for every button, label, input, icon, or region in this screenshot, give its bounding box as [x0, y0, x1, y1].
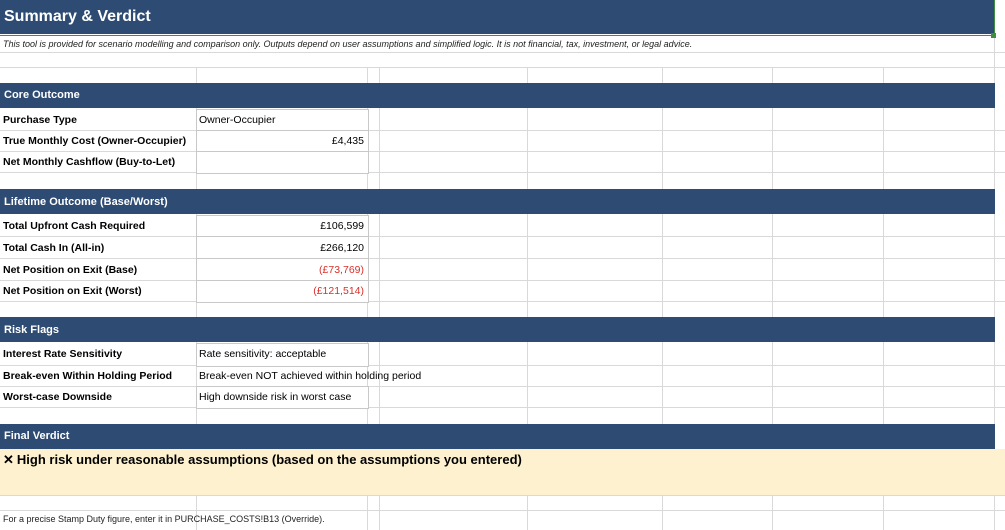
cell-cashflow[interactable] [196, 151, 369, 174]
verdict-line [3, 452, 522, 468]
label-downside: Worst-case Downside [3, 391, 112, 403]
grid-line [0, 510, 1005, 511]
value-upfront: £106,599 [320, 220, 364, 232]
disclaimer-text: This tool is provided for scenario modelling and comparison only. Outputs depend on user assumptions and simplified logic. It is not financial, tax, investment, or legal advice. [3, 39, 693, 49]
grid-line [0, 130, 1005, 131]
grid-line [0, 365, 1005, 366]
label-breakeven: Break-even Within Holding Period [3, 370, 173, 382]
label-rate: Interest Rate Sensitivity [3, 348, 123, 360]
value-exit-worst: (£121,514) [313, 285, 364, 297]
grid-line [0, 67, 1005, 68]
grid-line [0, 52, 1005, 53]
label-cash-in: Total Cash In (All-in) [3, 242, 105, 254]
value-purchase-type: Owner-Occupier [199, 114, 276, 126]
value-true-cost: £4,435 [331, 135, 364, 147]
label-true-cost: True Monthly Cost (Owner-Occupier) [3, 135, 187, 147]
section-title-risk: Risk Flags [4, 324, 60, 336]
footer-note: For a precise Stamp Duty figure, enter it in PURCHASE_COSTS!B13 (Override). [3, 514, 325, 524]
section-title-core: Core Outcome [4, 89, 80, 101]
section-header-risk[interactable] [0, 317, 995, 342]
label-purchase-type: Purchase Type [3, 114, 77, 126]
grid-line [0, 386, 1005, 387]
section-title-lifetime: Lifetime Outcome (Base/Worst) [4, 196, 168, 208]
cell-selection-border [0, 0, 995, 36]
value-downside: High downside risk in worst case [199, 391, 352, 403]
value-rate: Rate sensitivity: acceptable [199, 348, 327, 360]
page-title: Summary & Verdict [4, 8, 151, 25]
grid-line [0, 280, 1005, 281]
section-header-verdict[interactable] [0, 424, 995, 449]
grid-line [0, 301, 1005, 302]
grid-line [0, 258, 1005, 259]
grid-line [0, 407, 1005, 408]
section-header-core[interactable] [0, 83, 995, 108]
grid-line [0, 172, 1005, 173]
grid-line [0, 495, 1005, 496]
verdict-text: High risk under reasonable assumptions (based on the assumptions you entered) [16, 452, 522, 467]
label-upfront: Total Upfront Cash Required [3, 220, 146, 232]
section-title-verdict: Final Verdict [4, 430, 70, 442]
value-breakeven: Break-even NOT achieved within holding period [199, 370, 422, 382]
cross-icon: ✕ [3, 452, 14, 467]
value-exit-base: (£73,769) [319, 264, 364, 276]
label-exit-base: Net Position on Exit (Base) [3, 264, 138, 276]
label-cashflow: Net Monthly Cashflow (Buy-to-Let) [3, 156, 176, 168]
grid-line [0, 151, 1005, 152]
label-exit-worst: Net Position on Exit (Worst) [3, 285, 142, 297]
fill-handle[interactable] [991, 33, 996, 38]
grid-line [0, 236, 1005, 237]
value-cash-in: £266,120 [320, 242, 364, 254]
